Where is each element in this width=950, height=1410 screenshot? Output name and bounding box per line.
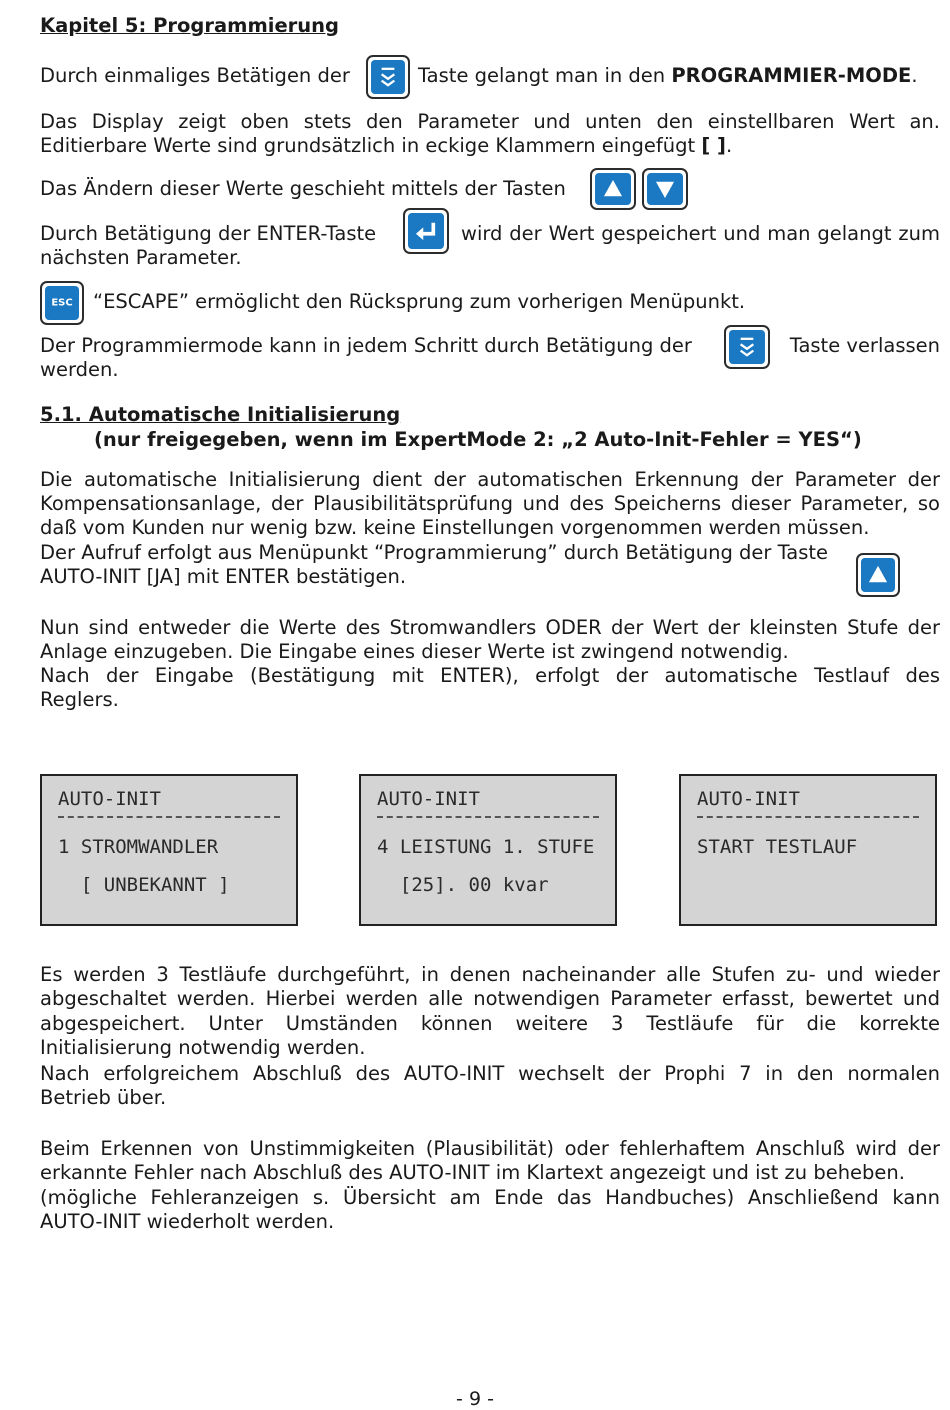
after-p1-line2: abgeschaltet werden. Hierbei werden alle notwendigen Parameter erfasst, bewertet und <box>40 987 940 1010</box>
esc-key-label: ESC <box>51 297 73 309</box>
after-p1-line1: Es werden 3 Testläufe durchgeführt, in denen nacheinander alle Stufen zu- und wieder <box>40 963 940 986</box>
section-title: 5.1. Automatische Initialisierung <box>40 403 401 426</box>
lcd-line-1: START TESTLAUF <box>697 836 858 858</box>
lcd-display-leistung <box>359 774 617 926</box>
esc-description: “ESCAPE” ermöglicht den Rücksprung zum vorherigen Menüpunkt. <box>93 290 746 313</box>
chapter-title: Kapitel 5: Programmierung <box>40 14 340 37</box>
up-arrow-key-icon-autoinit <box>856 553 900 597</box>
intro-p4-pre: Durch Betätigung der ENTER-Taste <box>40 222 377 245</box>
section-subtitle: (nur freigegeben, wenn im ExpertMode 2: „2 Auto-Init-Fehler = YES“) <box>94 428 862 451</box>
lcd-title: AUTO-INIT <box>58 788 161 810</box>
intro-line1-post: Taste gelangt man in den <box>418 64 666 87</box>
intro-line1-pre: Durch einmaliges Betätigen der <box>40 64 350 87</box>
section-p1-line2: Kompensationsanlage, der Plausibilitätsprüfung und des Speicherns dieser Parameter, so <box>40 492 940 515</box>
lcd-line-1: 4 LEISTUNG 1. STUFE <box>377 836 595 858</box>
lcd-display-stromwandler <box>40 774 298 926</box>
page-number: - 9 - <box>456 1388 494 1410</box>
programmier-mode-label: PROGRAMMIER-MODE <box>671 64 912 87</box>
down-arrow-key-icon <box>642 168 688 210</box>
intro-p2-end: . <box>725 134 733 157</box>
after-p2-line3: (mögliche Fehleranzeigen s. Übersicht am Ende das Handbuches) Anschließend kann <box>40 1186 940 1209</box>
intro-p6-pre: Der Programmiermode kann in jedem Schritt durch Betätigung der <box>40 334 692 357</box>
enter-key-icon <box>403 208 449 254</box>
lcd-line-1: 1 STROMWANDLER <box>58 836 219 858</box>
lcd-display-testlauf <box>679 774 937 926</box>
after-p1-line3: abgespeichert. Unter Umständen können weitere 3 Testläufe für die korrekte <box>40 1012 940 1035</box>
intro-p6-line2: werden. <box>40 358 119 381</box>
section-p2-line2: Anlage einzugeben. Die Eingabe eines dieser Werte ist zwingend notwendig. <box>40 640 789 663</box>
section-p1-line4: Der Aufruf erfolgt aus Menüpunkt “Programmierung” durch Betätigung der Taste <box>40 541 829 564</box>
intro-line-1 <box>40 64 350 87</box>
intro-p2-line2 <box>40 134 732 157</box>
intro-line1-end: . <box>911 64 918 87</box>
section-p2-line3: Nach der Eingabe (Bestätigung mit ENTER), erfolgt der automatische Testlauf des <box>40 664 940 687</box>
after-p1-line6: Betrieb über. <box>40 1086 167 1109</box>
intro-line-1b <box>418 64 918 87</box>
lcd-title: AUTO-INIT <box>697 788 800 810</box>
section-p2-line1: Nun sind entweder die Werte des Stromwandlers ODER der Wert der kleinsten Stufe der <box>40 616 940 639</box>
intro-p4-line2: nächsten Parameter. <box>40 246 242 269</box>
up-arrow-key-icon <box>590 168 636 210</box>
after-p2-line4: AUTO-INIT wiederholt werden. <box>40 1210 335 1233</box>
after-p1-line4: Initialisierung notwendig werden. <box>40 1036 366 1059</box>
lcd-line-2: [ UNBEKANNT ] <box>58 874 230 896</box>
intro-p6-post: Taste verlassen <box>789 334 940 357</box>
section-p1-line3: daß vom Kunden nur wenig bzw. keine Einstellungen vorgenommen werden müssen. <box>40 516 870 539</box>
esc-key-icon <box>40 281 84 325</box>
intro-p4-post: wird der Wert gespeichert und man gelangt zum <box>461 222 940 245</box>
program-key-exit-icon <box>724 325 770 369</box>
section-p2-line4: Reglers. <box>40 688 119 711</box>
after-p1-line5: Nach erfolgreichem Abschluß des AUTO-INIT wechselt der Prophi 7 in den normalen <box>40 1062 940 1085</box>
program-key-icon <box>366 55 410 99</box>
bracket-symbol: [ ] <box>701 134 726 157</box>
intro-p2-text: Editierbare Werte sind grundsätzlich in eckige Klammern eingefügt <box>40 134 696 157</box>
after-p2-line2: erkannte Fehler nach Abschluß des AUTO-INIT im Klartext angezeigt und ist zu beheben. <box>40 1161 905 1184</box>
lcd-line-2: [25]. 00 kvar <box>377 874 549 896</box>
after-p2-line1: Beim Erkennen von Unstimmigkeiten (Plausibilität) oder fehlerhaftem Anschluß wird der <box>40 1137 940 1160</box>
lcd-title: AUTO-INIT <box>377 788 480 810</box>
intro-p3: Das Ändern dieser Werte geschieht mittels der Tasten <box>40 177 566 200</box>
section-p1-line5: AUTO-INIT [JA] mit ENTER bestätigen. <box>40 565 407 588</box>
section-p1-line1: Die automatische Initialisierung dient der automatischen Erkennung der Parameter der <box>40 468 940 491</box>
intro-p2-line1: Das Display zeigt oben stets den Parameter und unten den einstellbaren Wert an. <box>40 110 940 133</box>
